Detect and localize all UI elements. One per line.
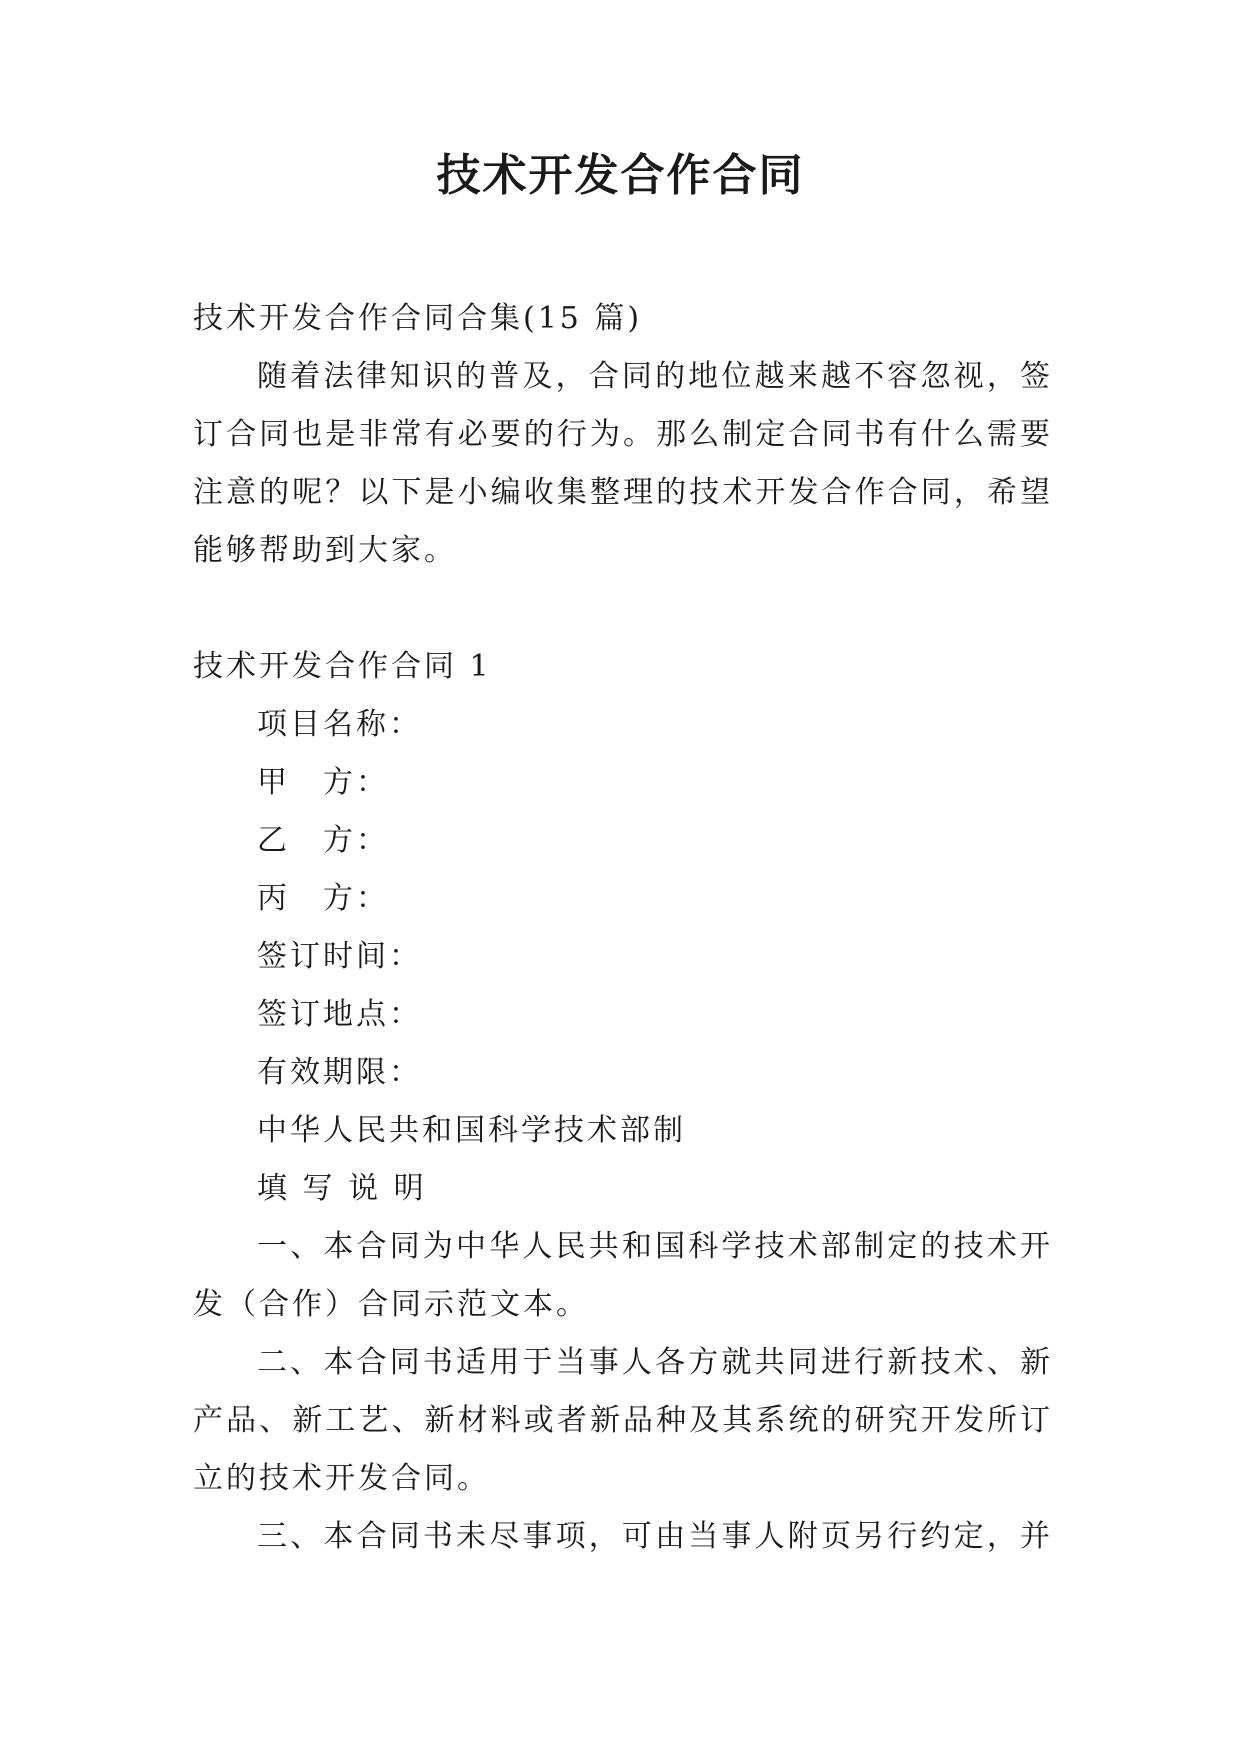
field-sign-time: 签订时间： (257, 939, 422, 974)
field-validity: 有效期限： (257, 1055, 422, 1090)
field-sign-place: 签订地点： (257, 997, 422, 1032)
section-heading: 技术开发合作合同 1 (193, 649, 492, 684)
field-project-name: 项目名称： (257, 707, 422, 742)
instruction-2-line-3: 立的技术开发合同。 (193, 1461, 490, 1496)
instruction-3-line-1: 三、本合同书未尽事项，可由当事人附页另行约定，并 (257, 1519, 1053, 1554)
field-party-a: 甲 方： (257, 765, 389, 800)
document-body (193, 290, 1053, 1566)
instructions-heading: 填 写 说 明 (257, 1171, 427, 1206)
collection-heading: 技术开发合作合同合集(15 篇) (193, 301, 643, 336)
document-title: 技术开发合作合同 (436, 150, 805, 201)
instruction-2-line-1: 二、本合同书适用于当事人各方就共同进行新技术、新 (257, 1345, 1053, 1380)
instruction-2-line-2: 产品、新工艺、新材料或者新品种及其系统的研究开发所订 (193, 1403, 1053, 1438)
intro-line-4: 能够帮助到大家。 (193, 533, 457, 568)
intro-line-1: 随着法律知识的普及，合同的地位越来越不容忽视，签 (257, 359, 1053, 394)
spacer (193, 580, 1053, 638)
intro-line-3: 注意的呢？以下是小编收集整理的技术开发合作合同，希望 (193, 475, 1053, 510)
field-party-c: 丙 方： (257, 881, 389, 916)
instruction-1-line-2: 发（合作）合同示范文本。 (193, 1287, 589, 1322)
field-party-b: 乙 方： (257, 823, 389, 858)
instruction-1-line-1: 一、本合同为中华人民共和国科学技术部制定的技术开 (257, 1229, 1053, 1264)
issuer-line: 中华人民共和国科学技术部制 (257, 1113, 686, 1148)
intro-line-2: 订合同也是非常有必要的行为。那么制定合同书有什么需要 (193, 417, 1053, 452)
